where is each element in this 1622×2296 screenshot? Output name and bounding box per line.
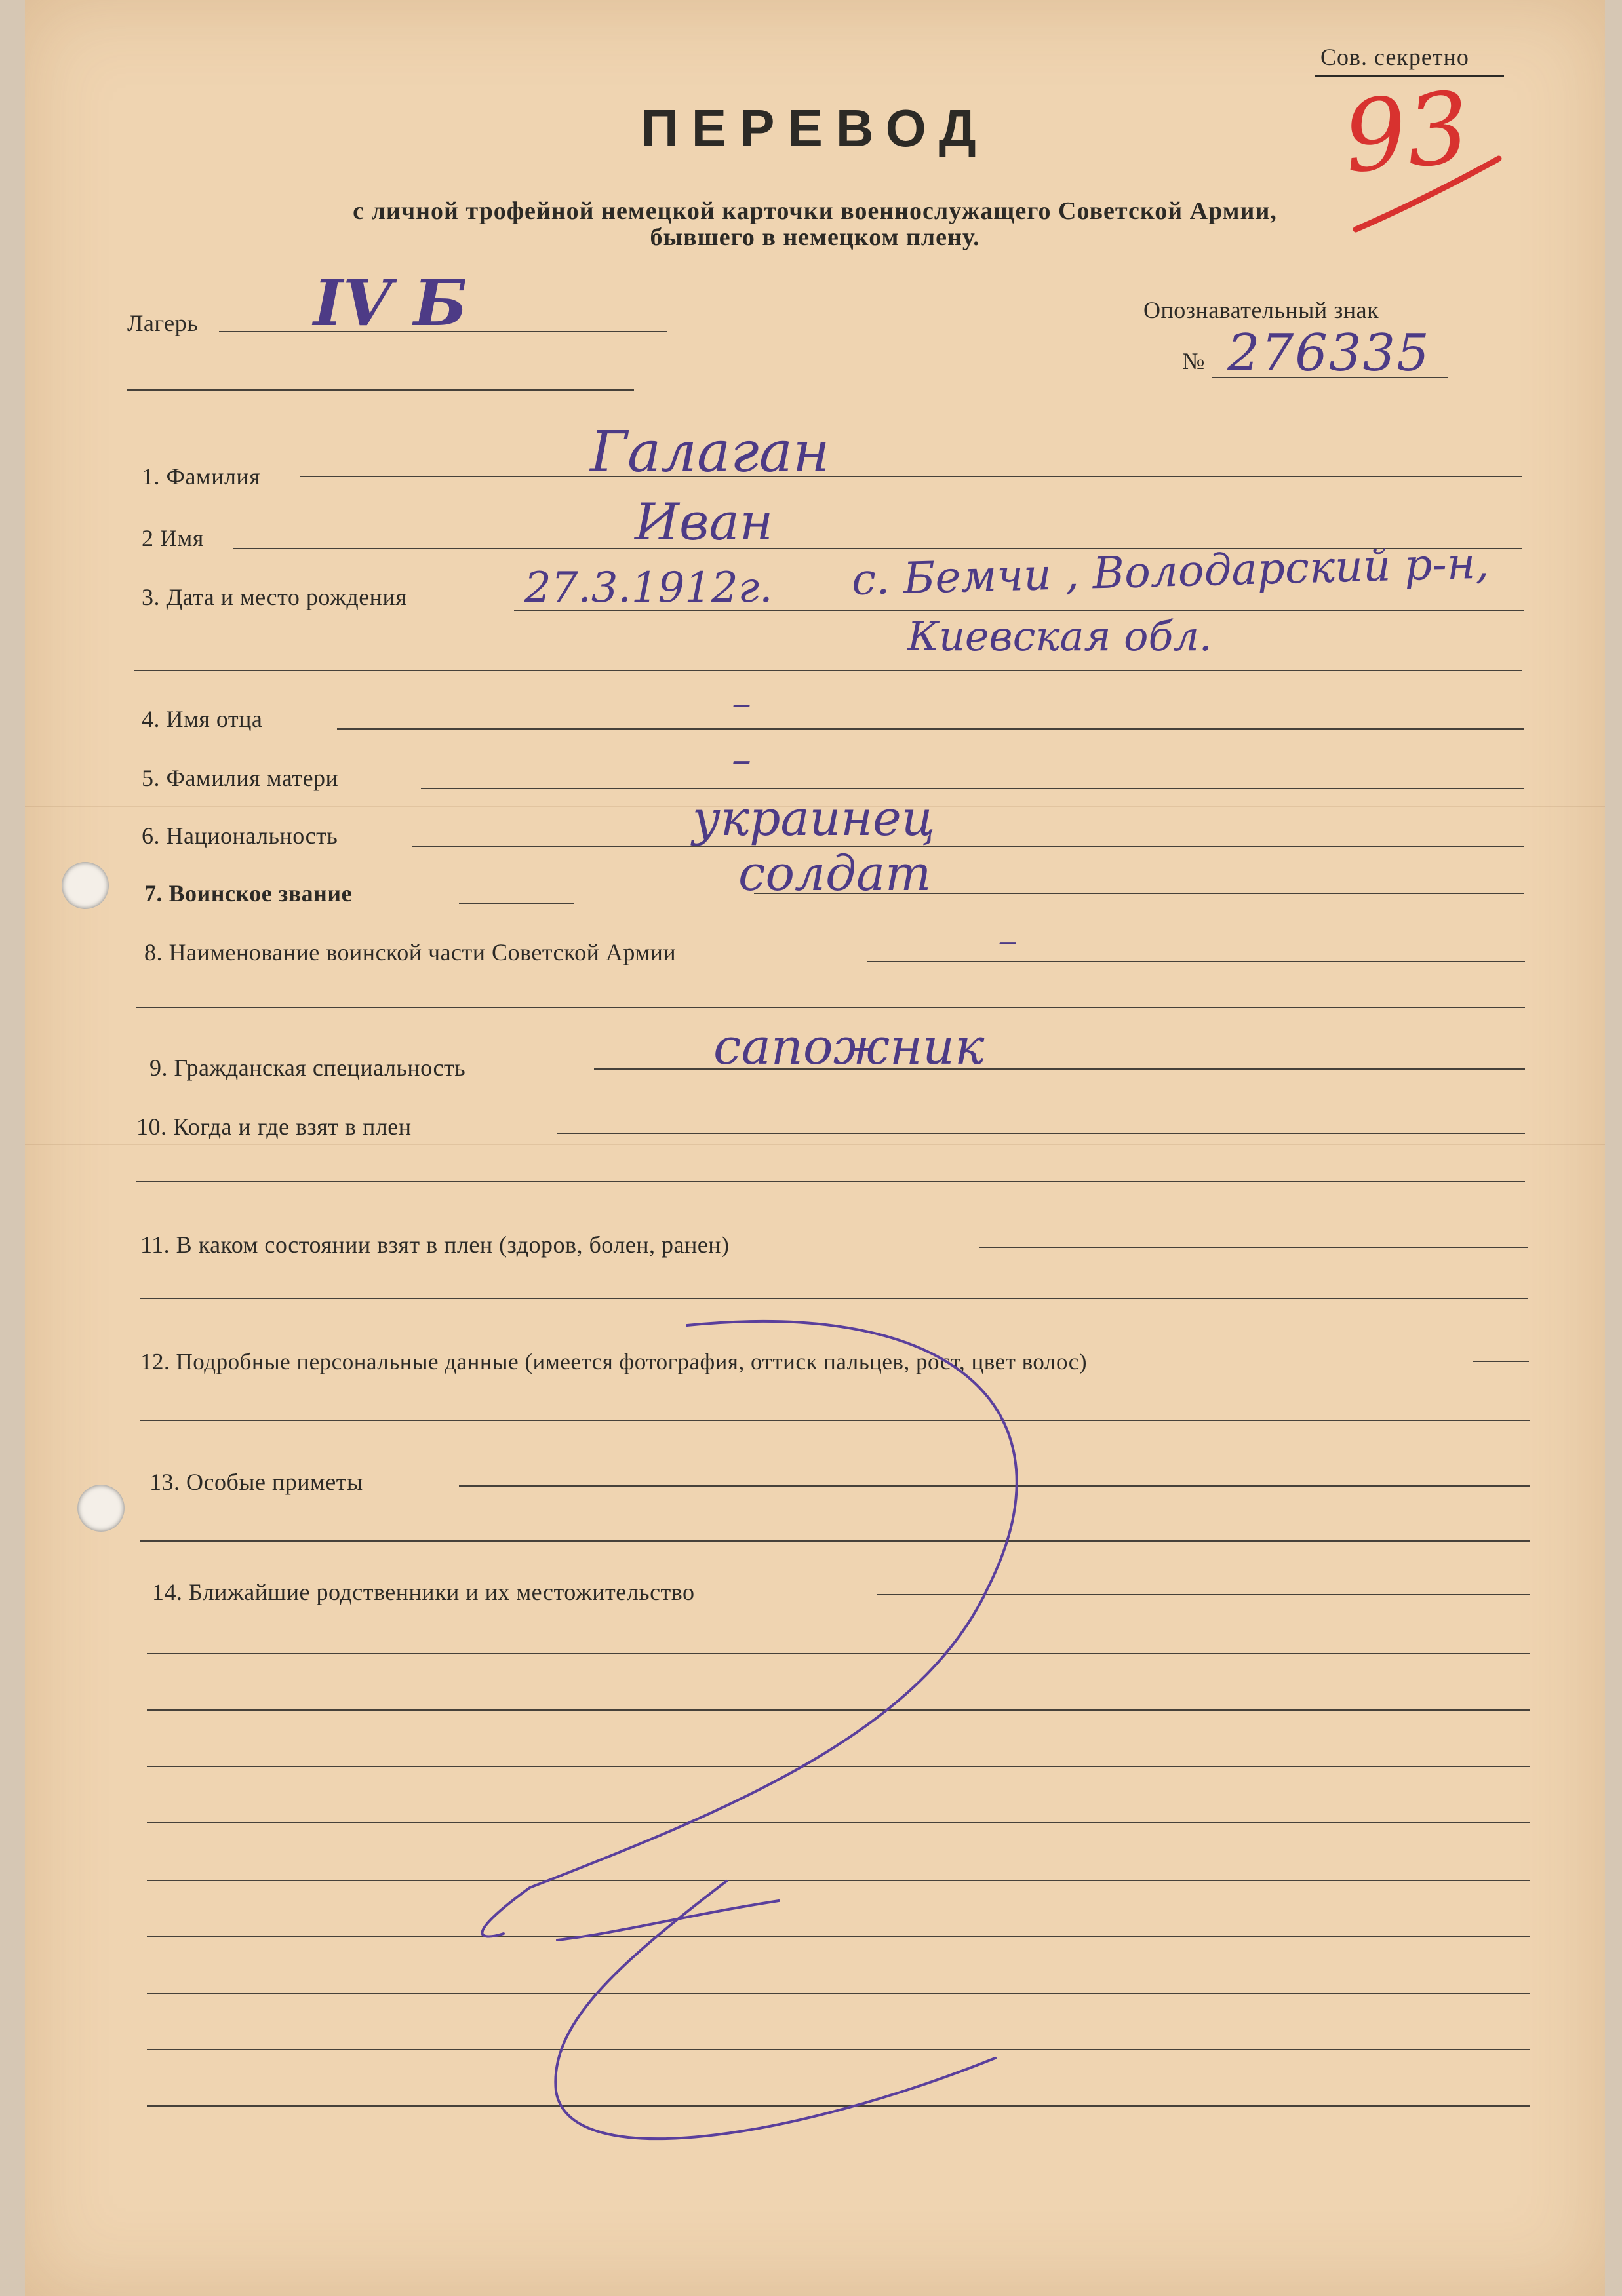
field-1-value: Галаган bbox=[590, 419, 830, 485]
id-tag-number-sign: № bbox=[1182, 348, 1205, 374]
field-5-label: 5. Фамилия матери bbox=[142, 765, 339, 791]
field-6-label: 6. Национальность bbox=[142, 823, 338, 849]
camp-label: Лагерь bbox=[127, 310, 199, 336]
classification-stamp: Сов. секретно bbox=[1320, 44, 1469, 70]
archive-number: 93 bbox=[1339, 71, 1474, 195]
field-3-region: Киевская обл. bbox=[907, 612, 1212, 660]
field-14-label: 14. Ближайшие родственники и их местожительство bbox=[152, 1579, 695, 1605]
field-3-label: 3. Дата и место рождения bbox=[142, 584, 407, 610]
field-4-label: 4. Имя отца bbox=[142, 706, 263, 732]
field-10-label: 10. Когда и где взят в плен bbox=[136, 1114, 412, 1140]
field-9-value: сапожник bbox=[713, 1017, 985, 1076]
subtitle-line-1: с личной трофейной немецкой карточки военнослужащего Советской Армии, bbox=[353, 197, 1277, 225]
camp-value: IV Б bbox=[313, 266, 467, 340]
document-sheet bbox=[25, 0, 1605, 2296]
field-5-value: – bbox=[732, 737, 751, 783]
field-2-label: 2 Имя bbox=[142, 525, 204, 551]
field-1-label: 1. Фамилия bbox=[142, 463, 261, 490]
id-tag-label: Опознавательный знак bbox=[1143, 297, 1379, 323]
field-2-value: Иван bbox=[635, 493, 774, 552]
field-12-label: 12. Подробные персональные данные (имеется фотография, оттиск пальцев, рост, цвет волос) bbox=[140, 1349, 1087, 1374]
field-8-value: – bbox=[998, 918, 1018, 963]
id-tag-value: 276335 bbox=[1227, 324, 1431, 383]
field-3-place: с. Бемчи , Володарский р-н, bbox=[851, 537, 1490, 605]
page-title: ПЕРЕВОД bbox=[641, 99, 989, 157]
cancellation-z-stroke bbox=[25, 0, 1605, 2296]
field-4-value: – bbox=[732, 680, 751, 726]
field-9-label: 9. Гражданская специальность bbox=[149, 1055, 466, 1081]
field-8-label: 8. Наименование воинской части Советской Армии bbox=[144, 939, 677, 965]
field-13-label: 13. Особые приметы bbox=[149, 1469, 363, 1495]
subtitle-line-2: бывшего в немецком плену. bbox=[650, 224, 980, 251]
field-3-date: 27.3.1912г. bbox=[524, 564, 773, 612]
field-7-value: солдат bbox=[738, 846, 932, 902]
field-7-label: 7. Воинское звание bbox=[144, 880, 353, 906]
field-6-value: украинец bbox=[692, 790, 936, 847]
field-11-label: 11. В каком состоянии взят в плен (здоров, болен, ранен) bbox=[140, 1232, 730, 1258]
